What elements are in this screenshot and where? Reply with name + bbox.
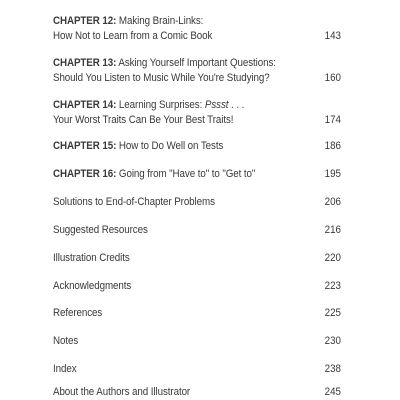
toc-entry-title: Solutions to End-of-Chapter Problems <box>53 196 215 208</box>
chapter-title: Going from "Have to" to "Get to" <box>116 168 256 180</box>
toc-entry-chapter-13[interactable] <box>53 56 341 86</box>
chapter-title-italic: Pssst <box>204 99 229 111</box>
page-number: 238 <box>324 363 341 375</box>
page-number: 160 <box>324 72 341 84</box>
chapter-title: Learning Surprises: <box>116 99 205 111</box>
toc-entry-chapter-15[interactable] <box>53 139 341 154</box>
page-number: 223 <box>324 280 341 292</box>
toc-entry-title-line-1 <box>53 98 301 113</box>
chapter-title: Asking Yourself Important Questions: <box>116 57 276 69</box>
page-number: 245 <box>324 386 341 398</box>
chapter-label: CHAPTER 15: <box>53 140 117 152</box>
page-number: 174 <box>324 114 341 126</box>
chapter-label: CHAPTER 13: <box>53 57 117 69</box>
toc-entry-chapter-14[interactable] <box>53 98 341 128</box>
chapter-label: CHAPTER 16: <box>53 168 117 180</box>
toc-entry-chapter-12[interactable] <box>53 14 341 44</box>
toc-entry-title-line-2: How Not to Learn from a Comic Book <box>53 30 213 42</box>
toc-entry-title: Index <box>53 363 77 375</box>
toc-entry-title-line-1 <box>53 139 301 154</box>
page-number: 225 <box>324 307 341 319</box>
toc-entry-title-line-1 <box>53 14 301 29</box>
toc-entry-title-line-1 <box>53 167 301 182</box>
page-number: 230 <box>324 335 341 347</box>
toc-entry-notes[interactable] <box>53 334 341 349</box>
chapter-label: CHAPTER 12: <box>53 15 117 27</box>
toc-entry-solutions[interactable] <box>53 195 341 210</box>
chapter-label: CHAPTER 14: <box>53 99 117 111</box>
toc-entry-title: Notes <box>53 335 79 347</box>
toc-entry-title-line-2: Your Worst Traits Can Be Your Best Traits! <box>53 114 234 126</box>
page-number: 206 <box>324 196 341 208</box>
toc-entry-title: About the Authors and Illustrator <box>53 386 191 398</box>
toc-entry-acknowledgments[interactable] <box>53 279 341 294</box>
toc-entry-index[interactable] <box>53 362 341 377</box>
chapter-title-ellipsis: . . . <box>228 99 245 111</box>
toc-entry-title: Suggested Resources <box>53 224 148 236</box>
toc-entry-title: Illustration Credits <box>53 252 130 264</box>
toc-entry-title: References <box>53 307 103 319</box>
page-number: 220 <box>324 252 341 264</box>
toc-entry-about-authors[interactable] <box>53 385 341 400</box>
page-number: 216 <box>324 224 341 236</box>
toc-entry-suggested-resources[interactable] <box>53 223 341 238</box>
page-number: 143 <box>324 30 341 42</box>
toc-entry-chapter-16[interactable] <box>53 167 341 182</box>
toc-entry-title: Acknowledgments <box>53 280 132 292</box>
page-number: 186 <box>324 140 341 152</box>
chapter-title: How to Do Well on Tests <box>116 140 224 152</box>
toc-entry-title-line-1 <box>53 56 301 71</box>
toc-entry-illustration-credits[interactable] <box>53 251 341 266</box>
page-number: 195 <box>324 168 341 180</box>
chapter-title: Making Brain-Links: <box>116 15 204 27</box>
toc-entry-title-line-2: Should You Listen to Music While You're Studying? <box>53 72 270 84</box>
toc-entry-references[interactable] <box>53 306 341 321</box>
